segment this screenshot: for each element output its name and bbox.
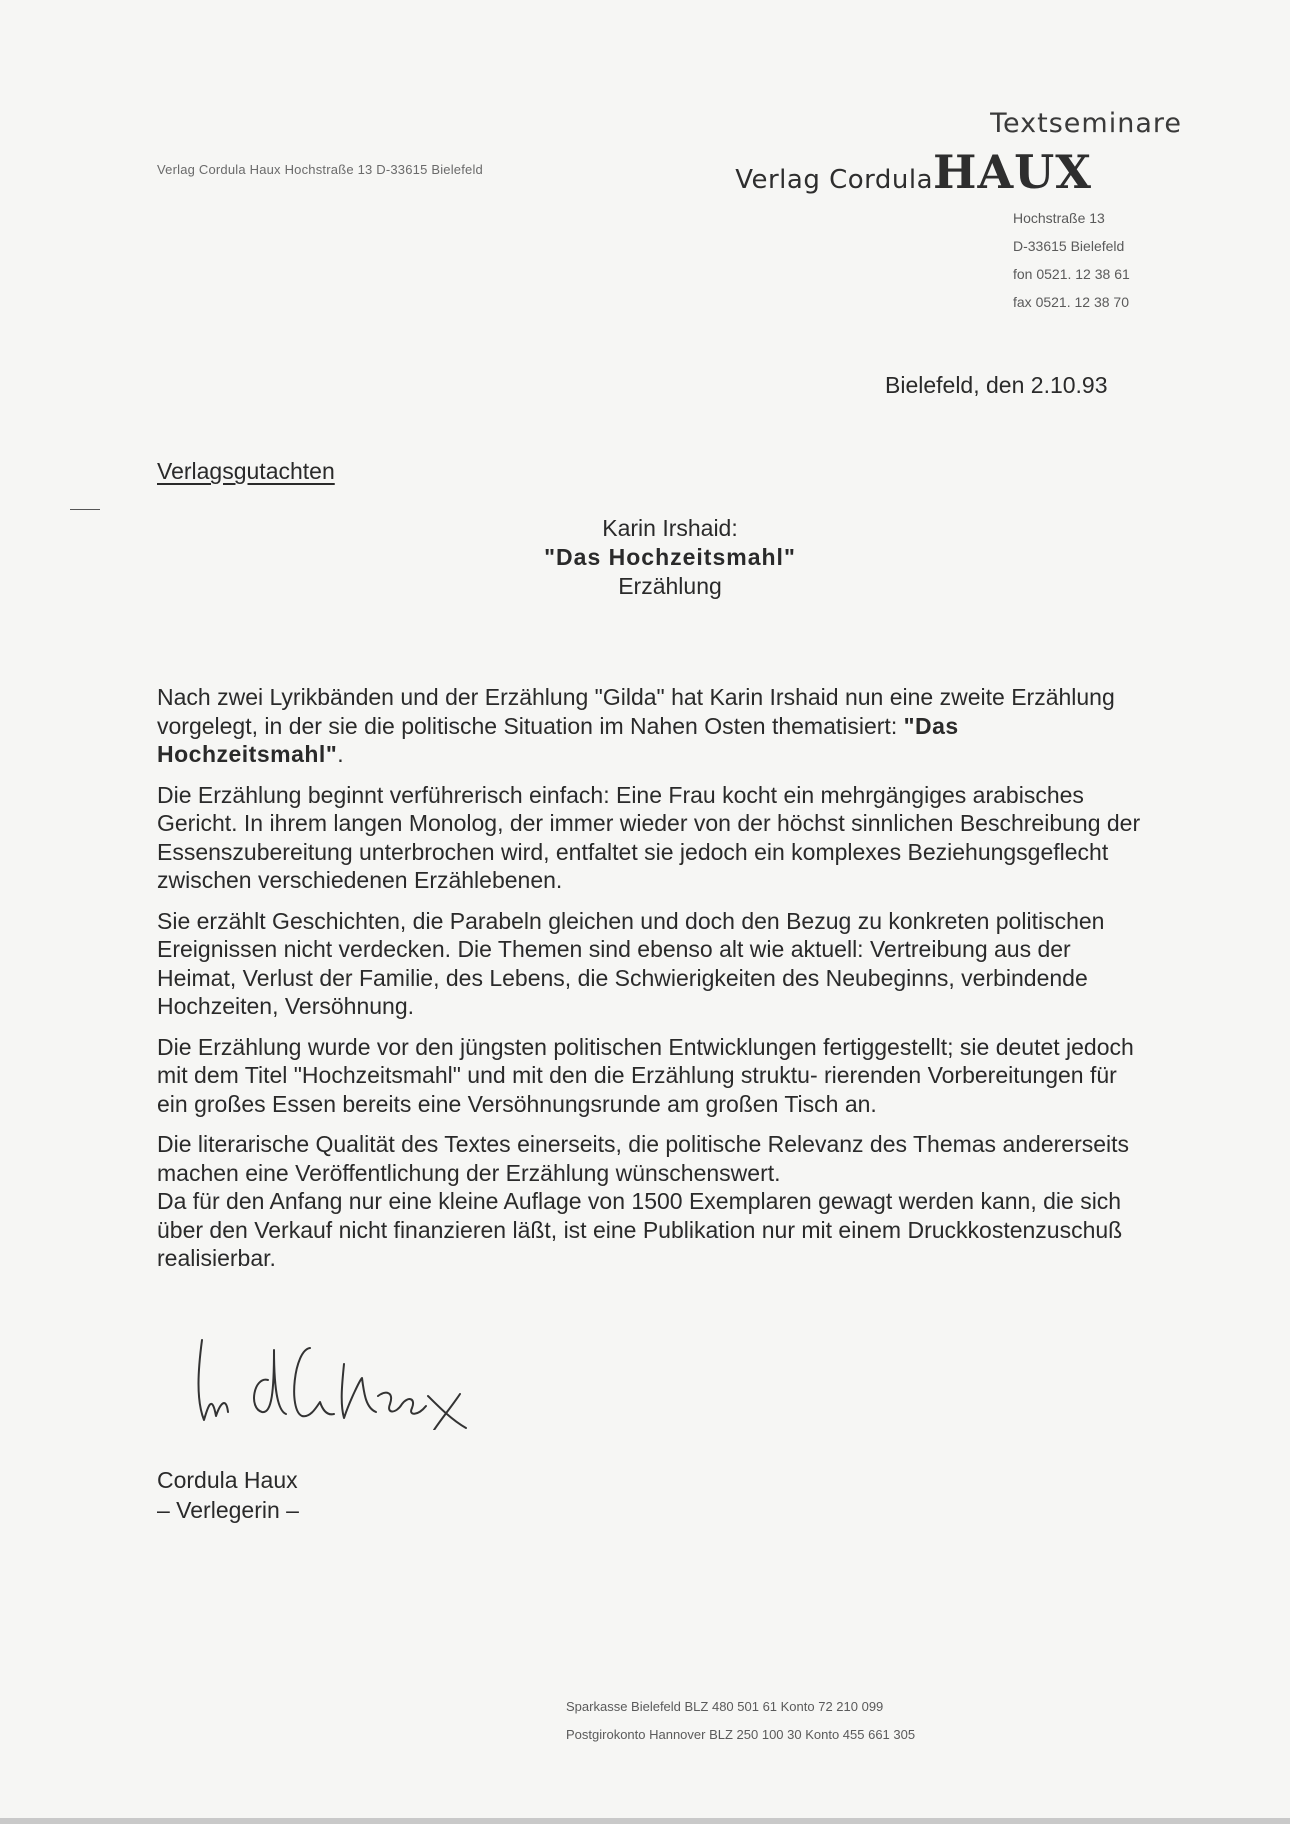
work-genre: Erzählung <box>618 573 722 599</box>
address-fax: fax 0521. 12 38 70 <box>1013 294 1129 310</box>
paragraph-2: Die Erzählung beginnt verführerisch einfach: Eine Frau kocht ein mehrgängiges arabisches Gericht. In ihrem langen Monolog, der immer wieder von der höchst sinnlichen Beschreibung der Essenszubereitung unterbrochen wird, entfaltet sie jedoch ein komplexes Beziehungsgeflecht zwischen verschiedenen Erzählebenen. <box>157 781 1141 893</box>
inline-title: "Das Hochzeitsmahl" <box>157 712 959 767</box>
fold-mark <box>70 509 100 510</box>
letter-date: Bielefeld, den 2.10.93 <box>885 372 1108 398</box>
address-city: D-33615 Bielefeld <box>1013 238 1125 254</box>
page-bottom-edge <box>0 1818 1290 1824</box>
signer-block <box>157 1465 299 1525</box>
bank-line-postgiro: Postgirokonto Hannover BLZ 250 100 30 Konto 455 661 305 <box>566 1727 916 1742</box>
brand-prefix: Verlag Cordula <box>735 165 934 195</box>
sender-address <box>1013 204 1130 316</box>
publisher-logo <box>735 145 1092 199</box>
paragraph-3: Sie erzählt Geschichten, die Parabeln gleichen und doch den Bezug zu konkreten politischen Ereignissen nicht verdecken. Die Themen sind ebenso alt wie aktuell: Vertreibung aus der Heimat, Verlust der Familie, des Lebens, die Schwierigkeiten des Neubeginns, verbindende Hochzeiten, Versöhnung. <box>157 907 1105 1019</box>
work-author: Karin Irshaid: <box>602 515 738 541</box>
address-phone: fon 0521. 12 38 61 <box>1013 266 1130 282</box>
letterhead-tagline: Textseminare <box>990 108 1182 139</box>
signer-name: Cordula Haux <box>157 1467 298 1493</box>
return-address: Verlag Cordula Haux Hochstraße 13 D-33615 Bielefeld <box>157 162 483 177</box>
paragraph-5: Die literarische Qualität des Textes einerseits, die politische Relevanz des Themas andererseits machen eine Veröffentlichung der Erzählung wünschenswert. <box>157 1131 1130 1186</box>
bank-line-sparkasse: Sparkasse Bielefeld BLZ 480 501 61 Konto 72 210 099 <box>566 1699 884 1714</box>
signer-role: – Verlegerin – <box>157 1497 299 1523</box>
handwritten-signature <box>190 1320 490 1430</box>
work-title-block <box>300 514 1040 601</box>
document-heading: Verlagsgutachten <box>157 458 335 484</box>
brand-name: HAUX <box>933 145 1092 199</box>
paragraph-4: Die Erzählung wurde vor den jüngsten politischen Entwicklungen fertiggestellt; sie deutet jedoch mit dem Titel "Hochzeitsmahl" und mit den die Erzählung struktu- rierenden Vorbereitungen für ein großes Essen bereits eine Versöhnungsrunde am großen Tisch an. <box>157 1033 1134 1117</box>
paragraph-1: Nach zwei Lyrikbänden und der Erzählung "Gilda" hat Karin Irshaid nun eine zweite Erzählung vorgelegt, in der sie die politische Situation im Nahen Osten thematisiert: "Das Hochzeitsmahl". <box>157 684 1115 767</box>
bank-details <box>566 1693 915 1749</box>
address-street: Hochstraße 13 <box>1013 210 1105 226</box>
letter-body <box>157 683 1147 1285</box>
paragraph-6: Da für den Anfang nur eine kleine Auflage von 1500 Exemplaren gewagt werden kann, die sich über den Verkauf nicht finanzieren läßt, ist eine Publikation nur mit einem Druckkostenzuschuß realisierbar. <box>157 1188 1123 1271</box>
work-title: "Das Hochzeitsmahl" <box>544 544 796 570</box>
